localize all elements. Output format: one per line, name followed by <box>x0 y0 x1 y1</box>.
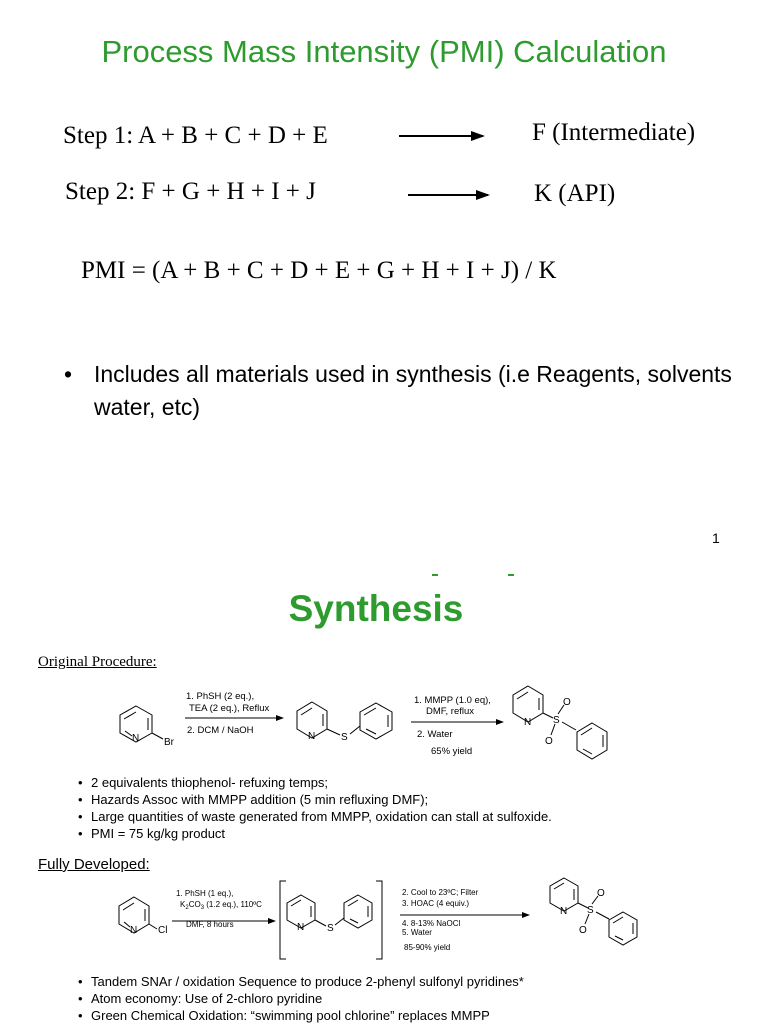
dev-cond2-line4: 5. Water <box>402 928 432 937</box>
orig-cond1-line1: 1. PhSH (2 eq.), <box>186 691 255 702</box>
prod-s-atom: S <box>587 905 594 916</box>
sm-br-atom: Br <box>164 737 174 748</box>
int-n-atom: N <box>308 731 316 742</box>
orig-cond1-line2: TEA (2 eq.), Reflux <box>189 703 270 714</box>
title-remnant <box>432 570 517 576</box>
slide1-bullet-text: Includes all materials used in synthesis (i.e Reagents, solvents water, etc) <box>94 361 732 420</box>
list-item: • Tandem SNAr / oxidation Sequence to produce 2-phenyl sulfonyl pyridines* <box>78 973 738 990</box>
step2-reactants: Step 2: F + G + H + I + J <box>65 178 316 205</box>
prod-s-atom: S <box>553 715 560 726</box>
orig-cond2-line1: 1. MMPP (1.0 eq), <box>414 695 491 706</box>
fully-developed-label: Fully Developed: <box>38 856 150 873</box>
developed-bullet-list <box>78 973 738 1024</box>
page-number: 1 <box>712 530 720 546</box>
list-item: • Large quantities of waste generated from MMPP, oxidation can stall at sulfoxide. <box>78 808 698 825</box>
int-s-atom: S <box>327 923 334 934</box>
list-item: • PMI = 75 kg/kg product <box>78 825 698 842</box>
dev-cond2-yield: 85-90% yield <box>404 943 451 952</box>
developed-scheme <box>0 875 768 975</box>
step2-arrow <box>408 194 488 196</box>
prod-n-atom: N <box>560 906 568 917</box>
dev-cond2-line1: 2. Cool to 23ºC; Filter <box>402 888 479 897</box>
pmi-formula: PMI = (A + B + C + D + E + G + H + I + J) / K <box>81 257 557 284</box>
step1-arrow <box>399 135 483 137</box>
prod-n-atom: N <box>524 717 532 728</box>
sm-n-atom: N <box>130 925 138 936</box>
step1-reactants: Step 1: A + B + C + D + E <box>63 122 328 149</box>
orig-cond2-line2: DMF, reflux <box>426 706 475 717</box>
prod-o-atom: O <box>563 697 571 708</box>
original-bullet-list <box>78 774 698 842</box>
original-scheme <box>0 675 768 775</box>
prod-o-atom: O <box>597 888 605 899</box>
dev-cond1-line1: 1. PhSH (1 eq.), <box>176 889 234 898</box>
list-item: • Hazards Assoc with MMPP addition (5 min refluxing DMF); <box>78 791 698 808</box>
sm-n-atom: N <box>132 733 140 744</box>
step1-product: F (Intermediate) <box>532 119 696 146</box>
list-item: • Atom economy: Use of 2-chloro pyridine <box>78 990 738 1007</box>
orig-cond1-line3: 2. DCM / NaOH <box>187 725 254 736</box>
int-s-atom: S <box>341 732 348 743</box>
orig-cond2-line3: 2. Water <box>417 729 453 740</box>
list-item: • Green Chemical Oxidation: “swimming pool chlorine” replaces MMPP <box>78 1007 738 1024</box>
orig-cond2-yield: 65% yield <box>431 746 473 757</box>
slide2-title: Synthesis <box>288 588 464 629</box>
original-procedure-label: Original Procedure: <box>38 654 157 670</box>
int-n-atom: N <box>297 922 305 933</box>
sm-cl-atom: Cl <box>158 925 168 936</box>
dev-cond2-line3: 4. 8-13% NaOCl <box>402 919 461 928</box>
dev-cond1-line2: $K_2CO_3$ (1.2 eq.), 110ºC <box>180 900 262 911</box>
prod-o-atom: O <box>579 925 587 936</box>
list-item: • 2 equivalents thiophenol- refuxing temps; <box>78 774 698 791</box>
prod-o-atom: O <box>545 736 553 747</box>
bullet-dot: • <box>64 361 73 387</box>
step2-product: K (API) <box>534 180 616 207</box>
slide1-bullet <box>64 358 744 424</box>
dev-cond2-line2: 3. HOAC (4 equiv.) <box>402 899 469 908</box>
slide1-title: Process Mass Intensity (PMI) Calculation <box>101 34 667 69</box>
dev-cond1-line3: DMF, 8 hours <box>186 920 234 929</box>
